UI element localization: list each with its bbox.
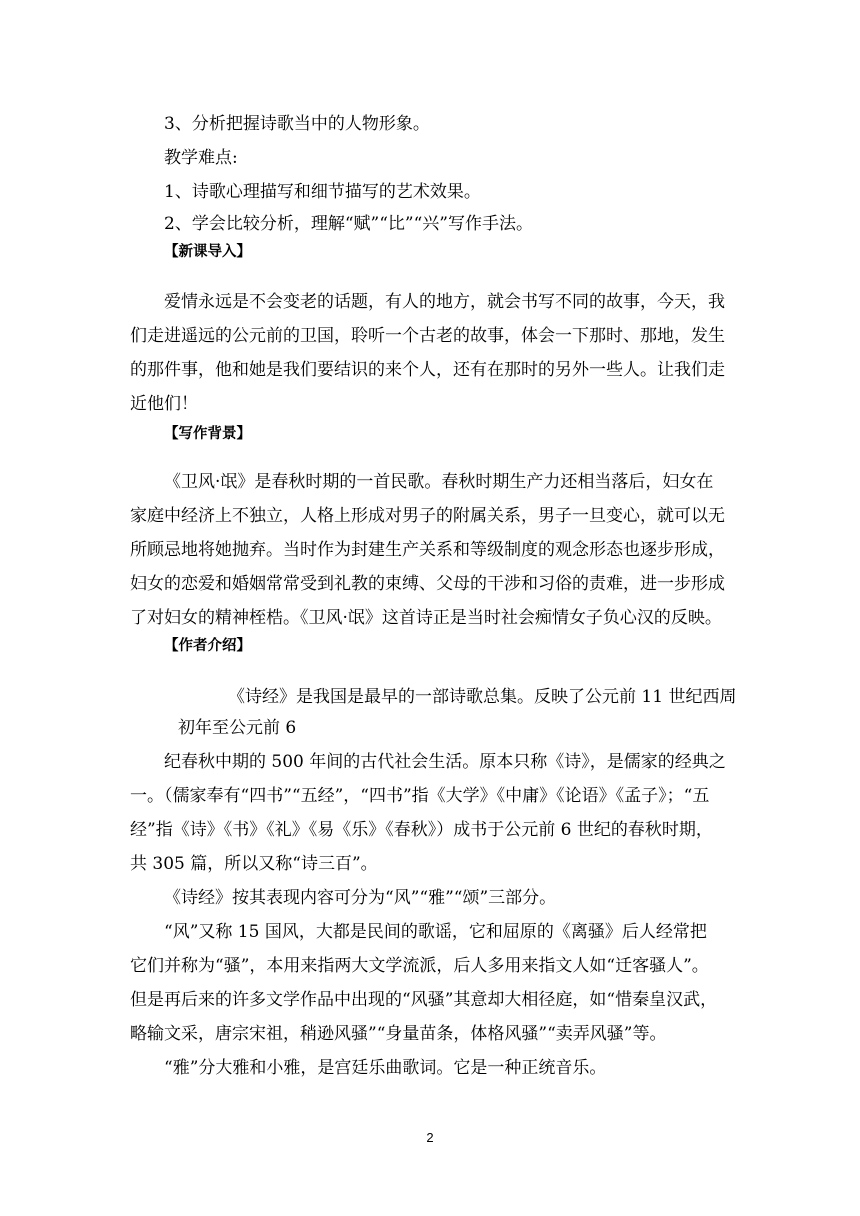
author-line: “雅”分大雅和小雅，是宫廷乐曲歌词。它是一种正统音乐。 — [164, 1058, 607, 1078]
background-line: 所顾忌地将她抛弃。当时作为封建生产关系和等级制度的观念形态也逐步形成， — [130, 540, 725, 560]
author-line: “风”又称 15 国风，大都是民间的歌谣，它和屈原的《离骚》后人经常把 — [164, 922, 707, 942]
difficulty-item-2: 2、学会比较分析，理解“赋”“比”“兴”写作手法。 — [164, 214, 533, 234]
author-line: 初年至公元前 6 — [178, 718, 297, 738]
background-line: 家庭中经济上不独立，人格上形成对男子的附属关系，男子一旦变心，就可以无 — [130, 506, 725, 526]
background-line: 了对妇女的精神桎梏。《卫风·氓》这首诗正是当时社会痴情女子负心汉的反映。 — [130, 608, 722, 628]
page-number: 2 — [426, 1130, 434, 1145]
author-line: 纪春秋中期的 500 年间的古代社会生活。原本只称《诗》，是儒家的经典之 — [164, 752, 726, 772]
section-heading-intro: 【新课导入】 — [164, 244, 251, 260]
author-line: 但是再后来的许多文学作品中出现的“风骚”其意却大相径庭，如“惜秦皇汉武， — [130, 990, 718, 1010]
section-heading-author: 【作者介绍】 — [164, 638, 251, 654]
difficulty-item-1: 1、诗歌心理描写和细节描写的艺术效果。 — [164, 182, 481, 202]
background-line: 妇女的恋爱和婚姻常常受到礼教的束缚、父母的干涉和习俗的责难，进一步形成 — [130, 574, 725, 594]
author-line: 略输文采，唐宗宋祖，稍逊风骚”“身量苗条，体格风骚”“卖弄风骚”等。 — [130, 1024, 667, 1044]
author-line: 它们并称为“骚”，本用来指两大文学流派，后人多用来指文人如“迁客骚人”。 — [130, 956, 709, 976]
author-line: 《诗经》按其表现内容可分为“风”“雅”“颂”三部分。 — [164, 888, 557, 908]
author-line: 共 305 篇，所以又称“诗三百”。 — [130, 854, 378, 874]
intro-line: 近他们！ — [130, 394, 198, 414]
intro-line: 爱情永远是不会变老的话题，有人的地方，就会书写不同的故事，今天，我 — [164, 292, 725, 312]
intro-line: 的那件事，他和她是我们要结识的来个人，还有在那时的另外一些人。让我们走 — [130, 360, 725, 380]
background-line: 《卫风·氓》是春秋时期的一首民歌。春秋时期生产力还相当落后，妇女在 — [164, 472, 714, 492]
objective-item-3: 3、分析把握诗歌当中的人物形象。 — [164, 114, 430, 134]
difficulties-label: 教学难点: — [164, 148, 238, 168]
intro-line: 们走进遥远的公元前的卫国，聆听一个古老的故事，体会一下那时、那地，发生 — [130, 326, 725, 346]
section-heading-background: 【写作背景】 — [164, 426, 251, 442]
author-line: 《诗经》是我国是最早的一部诗歌总集。反映了公元前 11 世纪西周 — [228, 687, 737, 707]
author-line: 经”指《诗》《书》《礼》《易《乐》《春秋》）成书于公元前 6 世纪的春秋时期， — [130, 820, 713, 840]
author-line: 一。（儒家奉有“四书”“五经”，“四书”指《大学》《中庸》《论语》《孟子》；“五 — [130, 786, 710, 806]
